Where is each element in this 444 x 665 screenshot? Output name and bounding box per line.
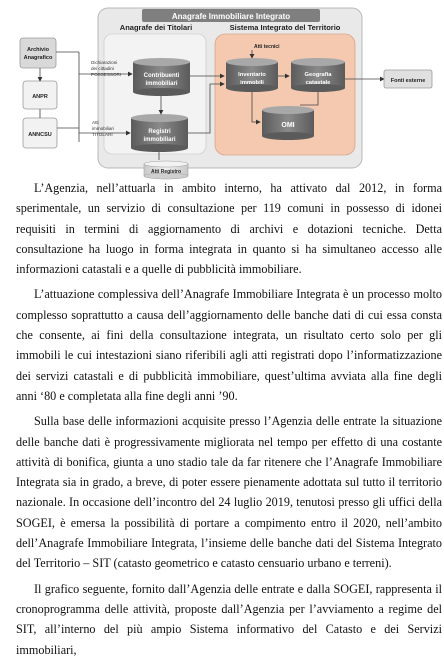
paragraph-3: Sulla base delle informazioni acquisite presso l’Agenzia delle entrate la situazione delle banche dati è progressivamente migliorata nel tempo per effetto di una costante attività di bonifica, giunta a uno stadio tale da far ritenere che l’Anagrafe Immobiliare Integrata sia in grado, a breve, di poter essere pienamente adottata sul tutto il territorio nazionale. In occasione dell’incontro del 24 luglio 2019, tenutosi presso gli uffici della SOGEI, è emersa la possibilità di portare a compimento entro il 2020, nell’ambito dell’Anagrafe Immobiliare Integrata, l’insieme delle banche dati del Sistema Integrato del Territorio – SIT (catasto geometrico e catasto censuario urbano e terreni).: [16, 414, 442, 571]
anpr-box: [23, 81, 57, 109]
atti-tecnici-label: Atti tecnici: [254, 44, 280, 50]
paragraph-2: L’attuazione complessiva dell’Anagrafe Immobiliare Integrata è un processo molto complesso soprattutto a causa dell’aggiornamento delle banche dati di cui essa consta che consente, ai fini della consultazione integrata, un risultato certo solo per gli immobili le cui intestazioni siano riferibili agli atti registrati dopo l’informatizzazione dei servizi catastali e di pubblicità immobiliare, quest’ultima avviata alla fine degli anni ‘80 e completata alla fine degli anni ’90.: [16, 287, 442, 403]
fonti-esterne-box: [384, 70, 432, 88]
dichiarazioni-note-1: Dichiarazioni: [91, 60, 118, 65]
architecture-diagram: [0, 0, 444, 180]
archivio-line-2: Anagrafico: [23, 55, 53, 61]
geografia-line-1: Geografia: [304, 72, 332, 78]
contribuenti-line-2: immobiliari: [145, 81, 178, 87]
inventario-database-icon: [226, 58, 278, 92]
geografia-database-icon: [291, 58, 345, 92]
registri-line-2: immobiliari: [143, 137, 176, 143]
registri-database-icon: [131, 114, 188, 152]
contribuenti-database-icon: [133, 58, 190, 96]
atti-note-3: TITOLARI: [92, 132, 113, 137]
atti-registro-label: Atti Registro: [151, 169, 181, 175]
paragraph-1: L’Agenzia, nell’attuarla in ambito interno, ha attivato dal 2012, in forma sperimentale, un servizio di consultazione per 119 comuni in possesso di idonei requisiti in termini di aggiornamento di archivi e dotazioni tecniche. Detta consultazione ha luogo in forma integrata in quanto si ha simultaneo accesso alle informazioni catastali e a quelle di pubblicità immobiliare.: [16, 181, 442, 277]
inventario-line-1: Inventario: [238, 72, 266, 78]
anncsu-box: [23, 118, 57, 148]
contribuenti-line-1: Contribuenti: [143, 73, 180, 79]
anncsu-label: ANNCSU: [28, 132, 52, 138]
dichiarazioni-note-3: POSSESSORI: [91, 72, 122, 77]
omi-label: OMI: [281, 122, 295, 129]
fonti-esterne-label: Fonti esterne: [390, 78, 426, 84]
dichiarazioni-note-2: dei cittadini: [91, 66, 114, 71]
archivio-anagrafico-box: [20, 38, 56, 68]
registri-line-1: Registri: [148, 129, 171, 135]
left-panel-title: Anagrafe dei Titolari: [119, 23, 193, 32]
atti-note-2: immobiliari: [92, 126, 114, 131]
diagram-title: Anagrafe Immobiliare Integrato: [171, 12, 291, 21]
archivio-line-1: Archivio: [26, 47, 50, 53]
geografia-line-2: catastale: [305, 80, 331, 86]
anpr-label: ANPR: [32, 94, 48, 100]
paragraph-4: Il grafico seguente, fornito dall’Agenzia delle entrate e dalla SOGEI, rappresenta il cronoprogramma delle attività, proposte dall’Agenzia per l’avviamento a regime del SIT, all’interno del più ampio Sistema informativo del Catasto e dei Servizi immobiliari,: [16, 581, 442, 657]
inventario-line-2: immobili: [240, 80, 264, 86]
atti-registro-database-icon: [144, 161, 188, 179]
omi-database-icon: [262, 106, 314, 140]
right-panel-title: Sistema Integrato del Territorio: [229, 23, 341, 32]
atti-note-1: Atti: [92, 120, 99, 125]
body-text: [16, 178, 442, 665]
